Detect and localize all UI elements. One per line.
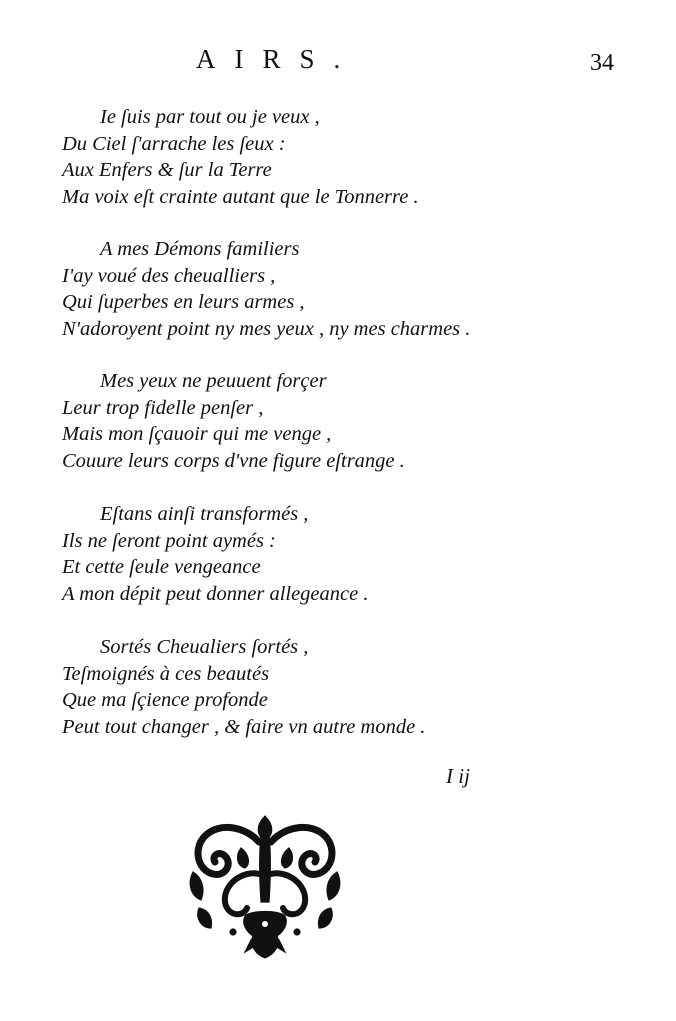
verse-line: Eſtans ainſi transformés , [100,503,309,525]
verse-line: A mes Démons familiers [100,238,300,260]
verse-line: Ma voix eſt crainte autant que le Tonnerre . [62,185,419,208]
stanza-5 [62,634,582,740]
verse-line: I'ay voué des cheualliers , [62,264,276,287]
verse-line: Sortés Cheualiers ſortés , [100,636,309,658]
page-number: 34 [590,50,614,76]
verse-line: Couure leurs corps d'vne figure eſtrange . [62,449,405,472]
stanza-4 [62,501,582,607]
verse-line: Ie ſuis par tout ou je veux , [100,106,320,128]
stanza-2 [62,236,582,342]
verse-line: Du Ciel ſ'arrache les ſeux : [62,132,286,155]
verse-line: Peut tout changer , & faire vn autre monde . [62,715,426,738]
stanza-3 [62,368,582,474]
fleuron-ornament-icon [185,812,345,962]
running-title: AIRS. [196,44,360,74]
verse-line: Et cette ſeule vengeance [62,556,261,578]
verse-line: Leur trop fidelle penſer , [62,396,264,419]
verse-line: Ils ne ſeront point aymés : [62,529,276,552]
verse-line: Que ma ſçience profonde [62,689,268,711]
verse-line: Aux Enfers & ſur la Terre [62,159,272,181]
verse-line: Mais mon ſçauoir qui me venge , [62,423,332,445]
verse-line: Qui ſuperbes en leurs armes , [62,291,305,313]
signature-mark: I ij [446,764,470,788]
stanza-1 [62,104,582,210]
verse-line: Mes yeux ne peuuent forçer [100,370,327,392]
verse-line: N'adoroyent point ny mes yeux , ny mes charmes . [62,317,471,340]
verse-line: Teſmoignés à ces beautés [62,662,270,685]
verse-line: A mon dépit peut donner allegeance . [62,582,369,605]
